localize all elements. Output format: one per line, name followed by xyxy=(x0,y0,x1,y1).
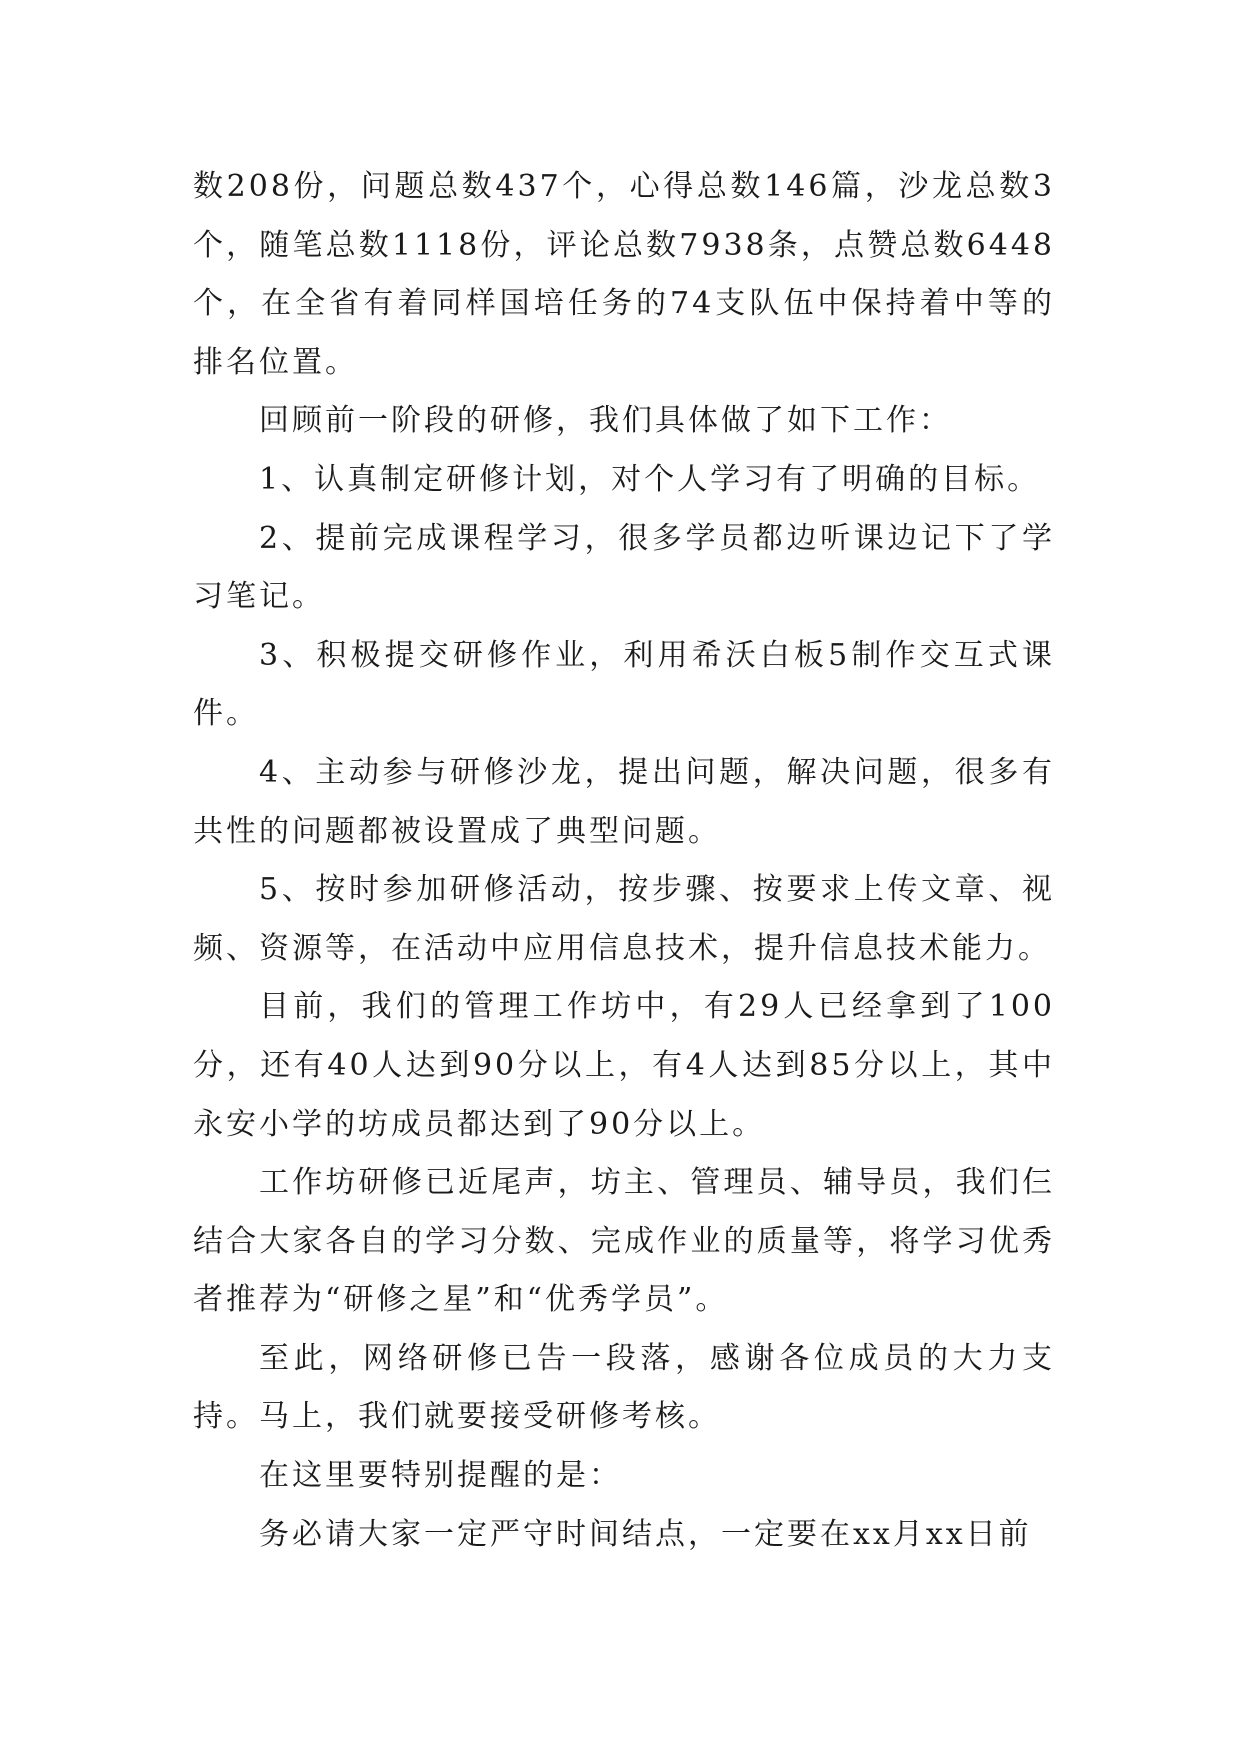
paragraph-item-3: 3、积极提交研修作业，利用希沃白板5制作交互式课件。 xyxy=(193,637,1055,732)
paragraph-item-1: 1、认真制定研修计划，对个人学习有了明确的目标。 xyxy=(259,461,1041,497)
paragraph-reminder-intro: 在这里要特别提醒的是： xyxy=(259,1458,622,1494)
paragraph-recommendation: 工作坊研修已近尾声，坊主、管理员、辅导员，我们仨结合大家各自的学习分数、完成作业的质量等，将学习优秀者推荐为“研修之星”和“优秀学员”。 xyxy=(193,1165,1055,1318)
paragraph-item-5: 5、按时参加研修活动，按步骤、按要求上传文章、视频、资源等，在活动中应用信息技术，提升信息技术能力。 xyxy=(193,872,1055,966)
paragraph-statistics: 数208份，问题总数437个，心得总数146篇，沙龙总数3个，随笔总数1118份，评论总数7938条，点赞总数6448个，在全省有着同样国培任务的74支队伍中保持着中等的排名位置。 xyxy=(193,169,1055,380)
paragraph-deadline: 务必请大家一定严守时间结点，一定要在xx月xx日前 xyxy=(259,1516,1032,1552)
paragraph-thanks: 至此，网络研修已告一段落，感谢各位成员的大力支持。马上，我们就要接受研修考核。 xyxy=(193,1340,1055,1435)
document-body xyxy=(193,158,1055,1564)
paragraph-item-4: 4、主动参与研修沙龙，提出问题，解决问题，很多有共性的问题都被设置成了典型问题。 xyxy=(193,754,1055,849)
paragraph-item-2: 2、提前完成课程学习，很多学员都边听课边记下了学习笔记。 xyxy=(193,520,1055,615)
paragraph-review-intro: 回顾前一阶段的研修，我们具体做了如下工作： xyxy=(259,403,952,439)
paragraph-scores: 目前，我们的管理工作坊中，有29人已经拿到了100分，还有40人达到90分以上，有4人达到85分以上，其中永安小学的坊成员都达到了90分以上。 xyxy=(193,989,1055,1142)
